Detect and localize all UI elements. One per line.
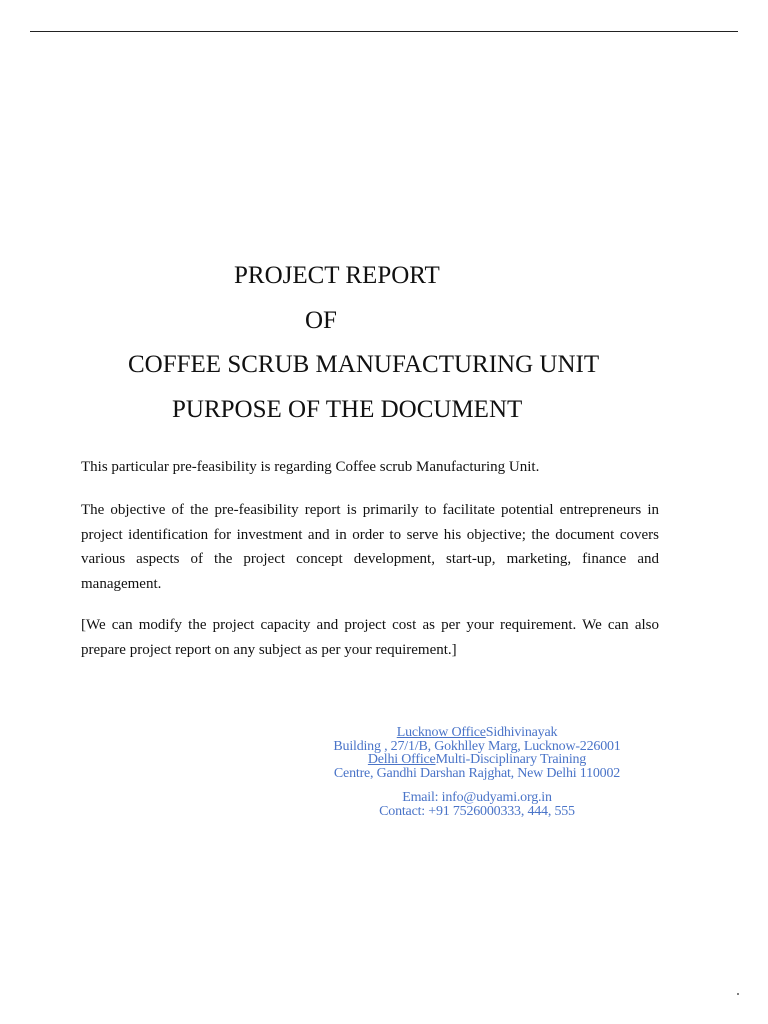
delhi-office-link[interactable]: Delhi Office (367, 752, 436, 767)
contact-details (300, 791, 654, 818)
customization-note-paragraph: [We can modify the project capacity and project cost as per your requirement. We can also prepare project report on any subject as per your requirement.] (81, 617, 659, 658)
title-of: OF (305, 307, 337, 334)
lucknow-office-line1 (300, 726, 654, 740)
office-addresses (300, 726, 654, 780)
page-corner-mark (737, 993, 739, 995)
lucknow-address-part1: Sidhivinayak (485, 725, 558, 740)
delhi-address-part1: Multi-Disciplinary Training (435, 752, 587, 767)
delhi-office-line1 (300, 753, 654, 767)
delhi-address-part2: Centre, Gandhi Darshan Rajghat, New Delhi 110002 (333, 765, 621, 781)
intro-paragraph: This particular pre-feasibility is regarding Coffee scrub Manufacturing Unit. (81, 459, 540, 475)
header-rule (30, 31, 738, 32)
section-heading-purpose: PURPOSE OF THE DOCUMENT (172, 396, 523, 423)
phone-line: Contact: +91 7526000333, 444, 555 (379, 803, 575, 819)
lucknow-address-part2: Building , 27/1/B, Gokhlley Marg, Lucknow-226001 (333, 738, 621, 754)
lucknow-office-link[interactable]: Lucknow Office (396, 725, 486, 740)
title-unit-name: COFFEE SCRUB MANUFACTURING UNIT (128, 351, 600, 378)
objective-paragraph: The objective of the pre-feasibility report is primarily to facilitate potential entrepreneurs in project identification for investment and in order to serve his objective; the document covers various aspects of the project concept development, start-up, marketing, finance and management. (81, 502, 659, 592)
title-project-report: PROJECT REPORT (234, 262, 440, 289)
email-line[interactable]: Email: info@udyami.org.in (402, 790, 552, 805)
